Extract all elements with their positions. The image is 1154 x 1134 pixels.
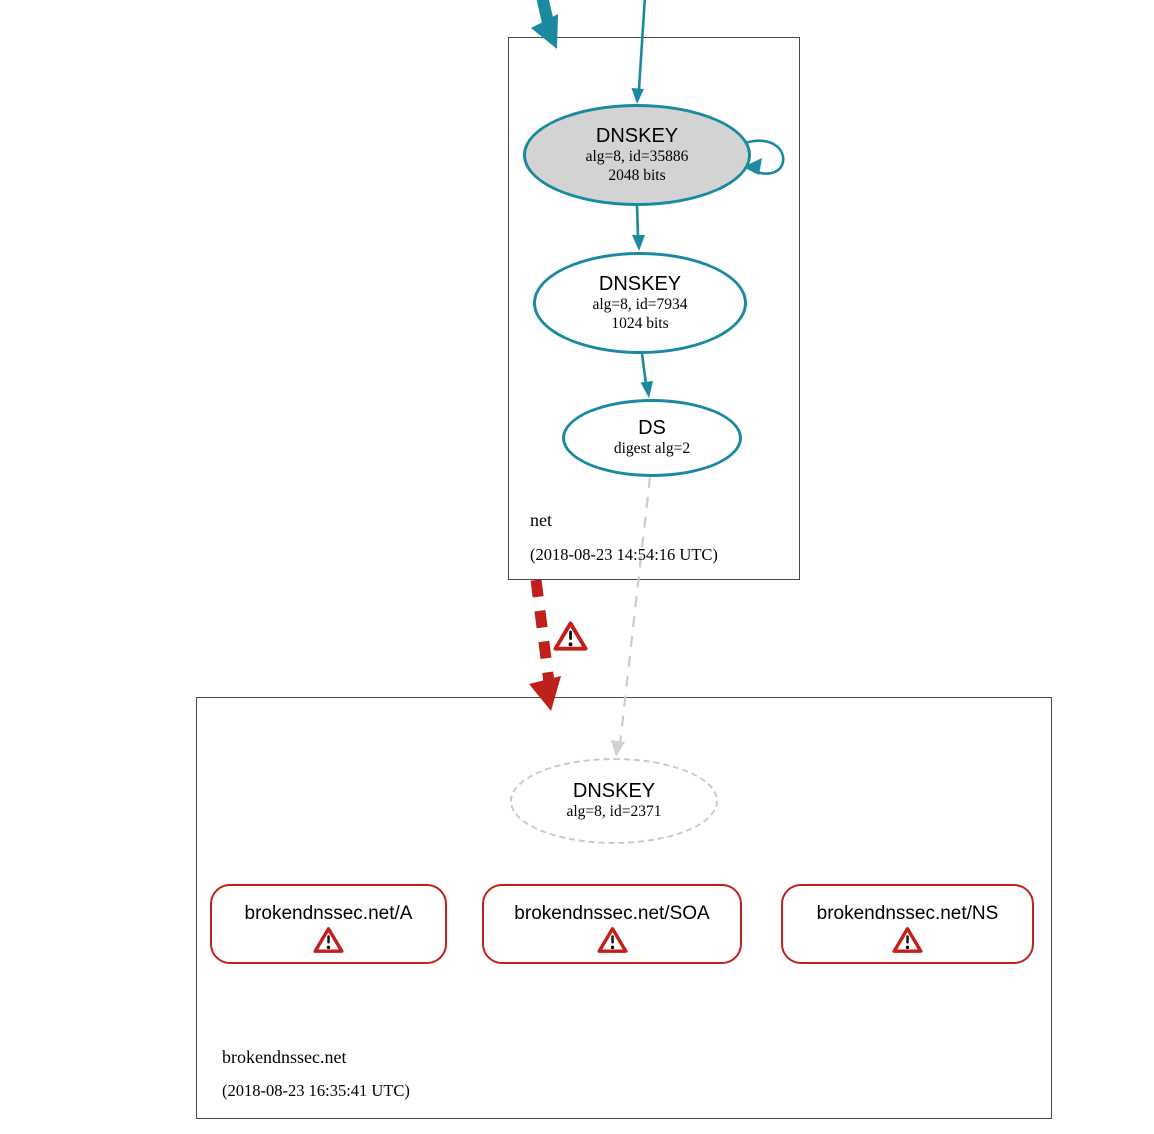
edge-zsk-to-ds bbox=[641, 354, 654, 398]
node-dnskey-2371-missing[interactable] bbox=[510, 758, 718, 844]
node-rrset-soa[interactable] bbox=[482, 884, 742, 964]
node-attr: digest alg=2 bbox=[613, 440, 691, 458]
rrset-label: brokendnssec.net/SOA bbox=[514, 902, 710, 924]
edge-parent-delegation bbox=[531, 0, 558, 49]
warning-triangle-icon bbox=[892, 926, 923, 954]
node-title: DNSKEY bbox=[572, 780, 656, 803]
node-title: DNSKEY bbox=[598, 272, 682, 295]
node-attr: alg=8, id=35886 bbox=[585, 147, 689, 165]
warning-triangle-icon bbox=[597, 926, 628, 954]
zone-name-brokendnssec: brokendnssec.net bbox=[222, 1047, 347, 1067]
edge-parent-to-ksk bbox=[632, 0, 646, 104]
warning-triangle-icon bbox=[553, 620, 588, 652]
node-ds[interactable] bbox=[562, 399, 742, 477]
node-attr: alg=8, id=7934 bbox=[592, 295, 688, 313]
node-rrset-ns[interactable] bbox=[781, 884, 1034, 964]
zone-timestamp-net: (2018-08-23 14:54:16 UTC) bbox=[530, 545, 718, 564]
zone-name-net: net bbox=[530, 510, 552, 530]
node-attr: alg=8, id=2371 bbox=[566, 803, 662, 821]
edge-ds-to-missing-dnskey bbox=[611, 477, 650, 757]
node-title: DS bbox=[638, 417, 666, 440]
node-attr: 2048 bits bbox=[608, 166, 666, 184]
zone-timestamp-brokendnssec: (2018-08-23 16:35:41 UTC) bbox=[222, 1081, 410, 1100]
edge-ksk-to-zsk bbox=[632, 205, 645, 251]
node-rrset-a[interactable] bbox=[210, 884, 447, 964]
node-dnskey-7934[interactable] bbox=[533, 252, 747, 354]
rrset-label: brokendnssec.net/A bbox=[244, 902, 413, 924]
warning-triangle-icon bbox=[313, 926, 344, 954]
node-dnskey-35886[interactable] bbox=[523, 104, 751, 206]
node-attr: 1024 bits bbox=[611, 314, 669, 332]
node-title: DNSKEY bbox=[595, 124, 679, 147]
rrset-label: brokendnssec.net/NS bbox=[816, 902, 999, 924]
